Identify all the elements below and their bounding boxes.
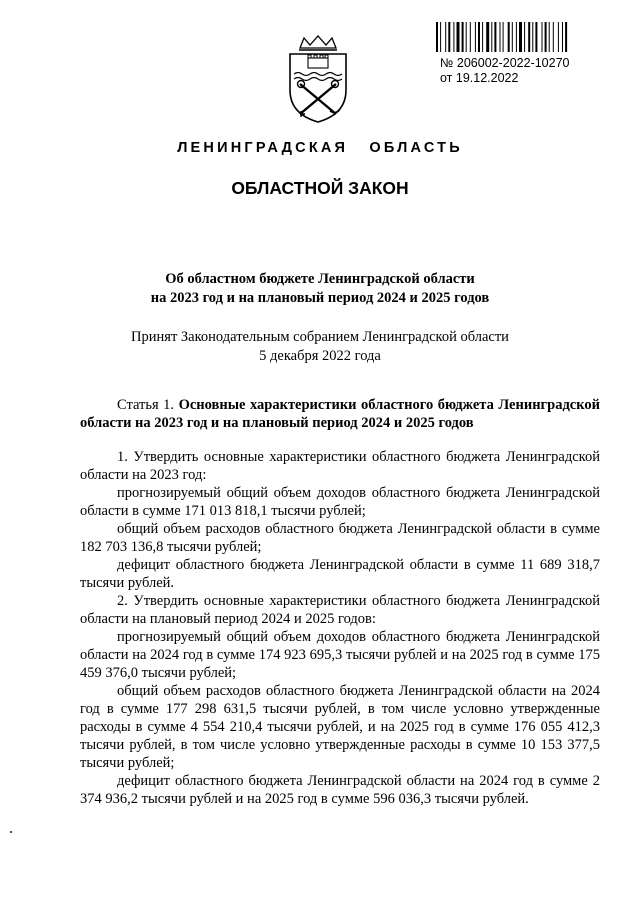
article-1-label: Статья 1. xyxy=(117,397,179,413)
paragraph-expenses-2024-2025: общий объем расходов областного бюджета Ленинградской области на 2024 год в сумме 177 298 631,5 тысячи рублей, в том числе условно утвержденные расходы в сумме 4 554 210,4 тысячи рублей, и на 2025 год в сумме 176 055 412,3 тысячи рублей, в том числе условно утвержденные расходы в сумме 10 153 377,5 тысячи рублей; xyxy=(80,683,600,771)
article-1-title: Основные характеристики областного бюджета Ленинградской области на 2023 год и на плановый период 2024 и 2025 годов xyxy=(80,397,600,431)
law-title xyxy=(80,270,560,308)
law-title-line-2: на 2023 год и на плановый период 2024 и 2025 годов xyxy=(150,290,490,306)
paragraph-income-2024-2025: прогнозируемый общий объем доходов областного бюджета Ленинградской области на 2024 год в сумме 174 923 695,3 тысячи рублей и на 2025 год в сумме 175 459 376,0 тысячи рублей; xyxy=(80,629,600,681)
adoption-body: Принят Законодательным собранием Ленинградской области xyxy=(131,329,509,345)
adoption-note xyxy=(80,328,560,366)
registration-date: от 19.12.2022 xyxy=(440,71,519,85)
law-body xyxy=(80,396,600,808)
paragraph-1: 1. Утвердить основные характеристики областного бюджета Ленинградской области на 2023 год: xyxy=(80,449,600,483)
adoption-date: 5 декабря 2022 года xyxy=(259,348,381,364)
paragraph-2: 2. Утвердить основные характеристики областного бюджета Ленинградской области на плановый период 2024 и 2025 годов: xyxy=(80,593,600,627)
region-name: ЛЕНИНГРАДСКАЯ ОБЛАСТЬ xyxy=(177,140,463,156)
paragraph-deficit-2024-2025: дефицит областного бюджета Ленинградской области на 2024 год в сумме 2 374 936,2 тысячи рублей и на 2025 год в сумме 596 036,3 тысячи рублей. xyxy=(80,773,600,807)
paragraph-expenses-2023: общий объем расходов областного бюджета Ленинградской области в сумме 182 703 136,8 тысячи рублей; xyxy=(80,521,600,555)
paragraph-income-2023: прогнозируемый общий объем доходов областного бюджета Ленинградской области в сумме 171 013 818,1 тысячи рублей; xyxy=(80,485,600,519)
document-type: ОБЛАСТНОЙ ЗАКОН xyxy=(231,178,409,198)
scan-dot xyxy=(10,831,12,833)
law-title-line-1: Об областном бюджете Ленинградской области xyxy=(165,271,475,287)
article-1-heading xyxy=(80,396,600,432)
registration-number: № 206002-2022-10270 xyxy=(440,56,570,70)
registration-barcode xyxy=(436,22,600,52)
paragraph-deficit-2023: дефицит областного бюджета Ленинградской области в сумме 11 689 318,7 тысячи рублей. xyxy=(80,557,600,591)
coat-of-arms-emblem xyxy=(286,34,350,124)
